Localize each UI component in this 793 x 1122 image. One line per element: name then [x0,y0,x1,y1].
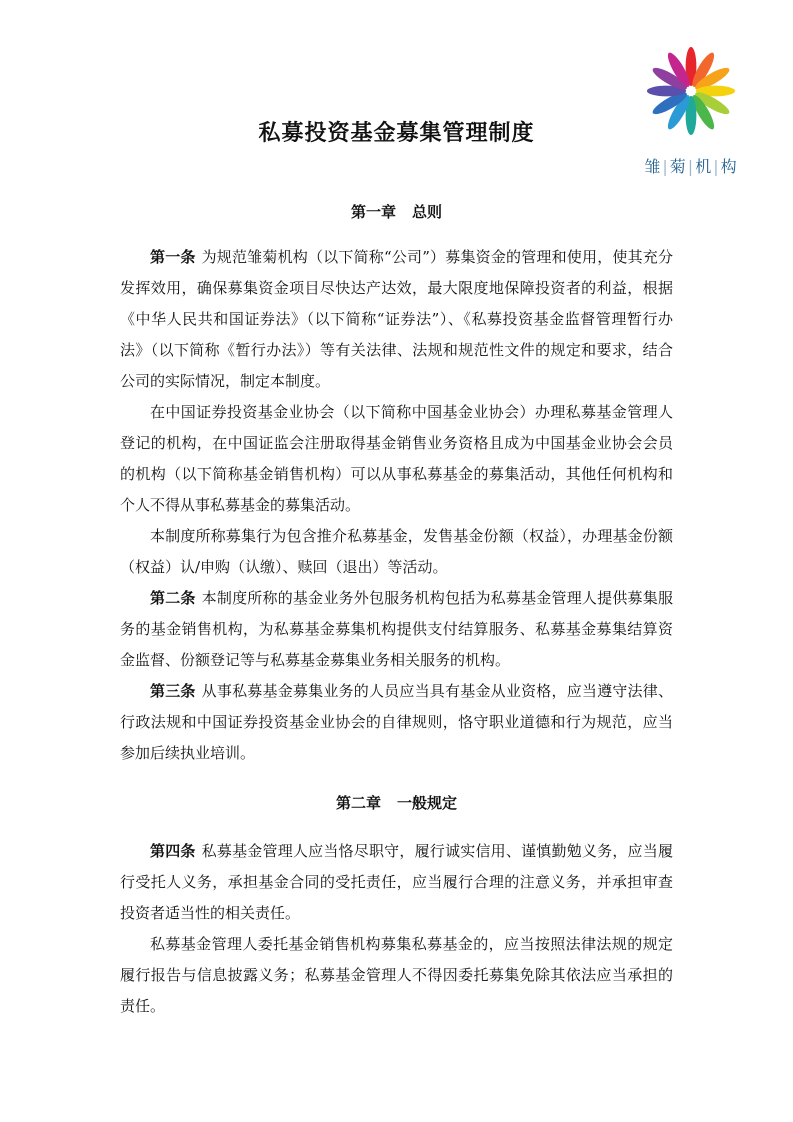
chapter-heading [0,792,793,813]
paragraph [120,836,673,929]
paragraph-text: 从事私募基金募集业务的人员应当具有基金从业资格，应当遵守法律、行政法规和中国证券投资基金业协会的自律规则，恪守职业道德和行为规范，应当参加后续执业培训。 [120,682,673,762]
paragraph [120,929,673,1022]
chapter-1-body [120,242,673,769]
paragraph-text: 在中国证券投资基金业协会（以下简称中国基金业协会）办理私募基金管理人登记的机构，在中国证监会注册取得基金销售业务资格且成为中国基金业协会会员的机构（以下简称基金销售机构）可以从事私募基金的募集活动，其他任何机构和个人不得从事私募基金的募集活动。 [120,403,673,514]
paragraph-text: 私募基金管理人应当恪尽职守，履行诚实信用、谨慎勤勉义务，应当履行受托人义务，承担基金合同的受托责任，应当履行合理的注意义务，并承担审查投资者适当性的相关责任。 [120,842,673,922]
chapter-heading [0,201,793,222]
logo-char: 菊 [669,157,687,176]
logo-text: 雏|菊|机|构 [644,157,738,176]
chapter-2-body [120,836,673,1022]
paragraph-text: 私募基金管理人委托基金销售机构募集私募基金的，应当按照法律法规的规定履行报告与信息披露义务；私募基金管理人不得因委托募集免除其依法应当承担的责任。 [120,935,673,1015]
document-title: 私募投资基金募集管理制度 [258,120,535,146]
paragraph-text: 为规范雏菊机构（以下简称“公司”）募集资金的管理和使用，使其充分发挥效用，确保募集资金项目尽快达产达效，最大限度地保障投资者的利益，根据《中华人民共和国证券法》（以下简称“证券法”）、《私募投资基金监督管理暂行办法》（以下简称《暂行办法》）等有关法律、法规和规范性文件的规定和要求，结合公司的实际情况，制定本制度。 [120,248,673,390]
paragraph [120,676,673,769]
paragraph [120,397,673,521]
chapter-name: 一般规定 [397,794,458,812]
logo-char: 机 [695,157,713,176]
chapter-number: 第一章 [350,203,396,221]
company-logo [632,42,750,182]
paragraph [120,583,673,676]
paragraph-text: 本制度所称募集行为包含推介私募基金，发售基金份额（权益），办理基金份额（权益）认/申购（认缴）、赎回（退出）等活动。 [120,527,673,576]
paragraph [120,521,673,583]
logo-char: 构 [720,157,738,176]
chapter-name: 总则 [412,203,443,221]
chapter-number: 第二章 [335,794,381,812]
article-number: 第二条 [150,589,196,607]
article-number: 第四条 [150,842,196,860]
logo-char: 雏 [644,157,662,176]
article-number: 第一条 [150,248,196,266]
paragraph [120,242,673,397]
paragraph-text: 本制度所称的基金业务外包服务机构包括为私募基金管理人提供募集服务的基金销售机构，为私募基金募集机构提供支付结算服务、私募基金募集结算资金监督、份额登记等与私募基金募集业务相关服务的机构。 [120,589,673,669]
article-number: 第三条 [150,682,196,700]
